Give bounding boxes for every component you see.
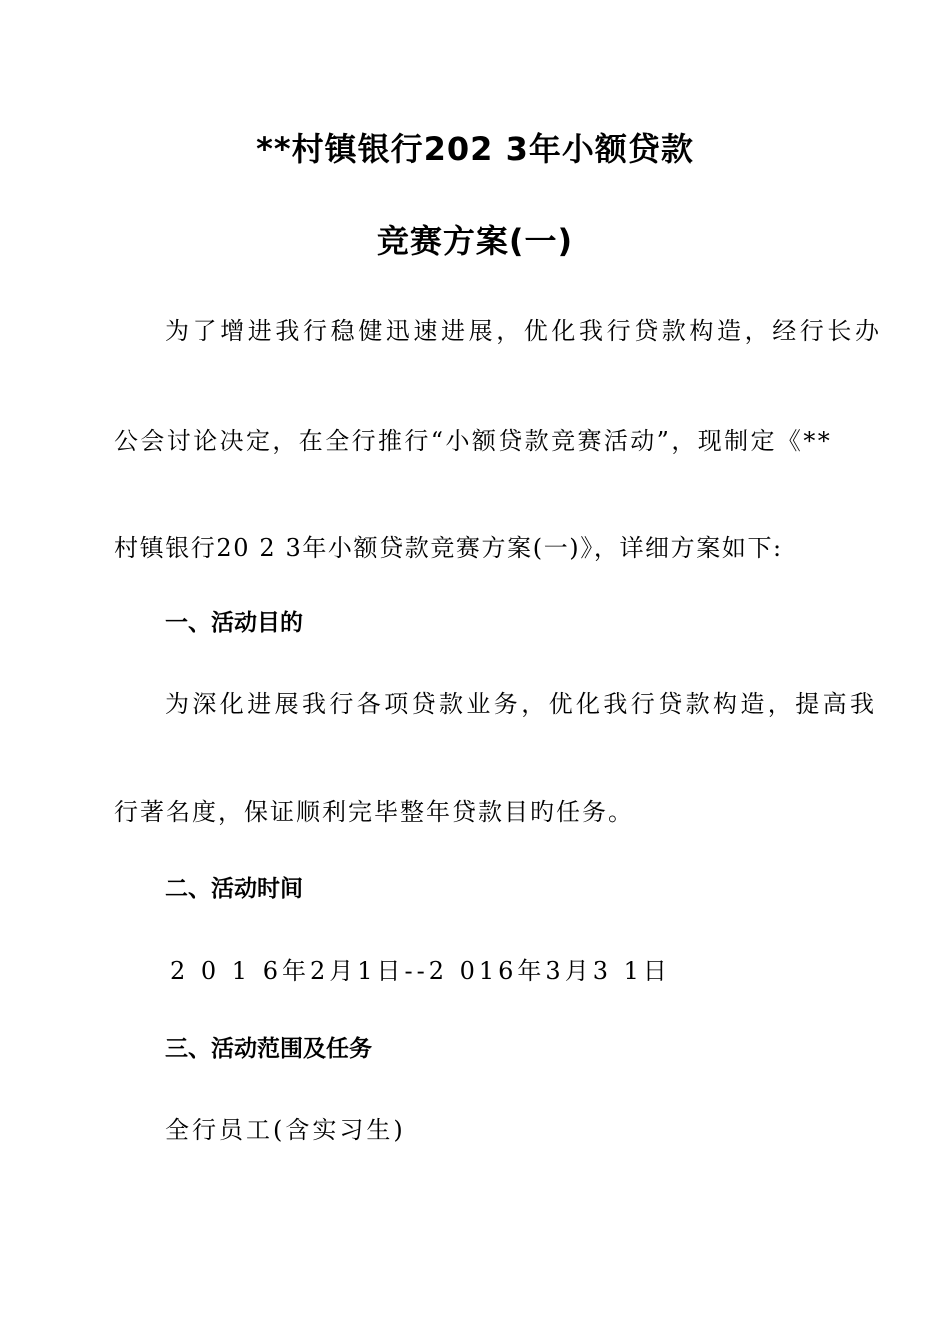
section1-paragraph-line2: 行著名度，保证顺利完毕整年贷款目旳任务。 [114,798,634,826]
document-title-line2: 竞赛方案(一) [376,222,574,260]
section3-heading: 三、活动范围及任务 [165,1036,372,1062]
intro-paragraph-line3: 村镇银行20 2 3年小额贷款竞赛方案(一)》，详细方案如下: [114,534,783,562]
section2-date-range: 2 0 1 6年2月1日--2 016年3月3 1日 [170,957,671,985]
section1-heading: 一、活动目的 [165,610,303,636]
intro-paragraph-line1: 为了增进我行稳健迅速进展，优化我行贷款构造，经行长办 [165,317,883,345]
section3-paragraph: 全行员工(含实习生) [165,1116,406,1144]
document-title-line1: **村镇银行202 3年小额贷款 [256,130,694,168]
section1-paragraph-line1: 为深化进展我行各项贷款业务，优化我行贷款构造，提高我 [165,690,878,718]
section2-heading: 二、活动时间 [165,876,303,902]
intro-paragraph-line2: 公会讨论决定，在全行推行“小额贷款竞赛活动”，现制定《** [114,427,833,455]
